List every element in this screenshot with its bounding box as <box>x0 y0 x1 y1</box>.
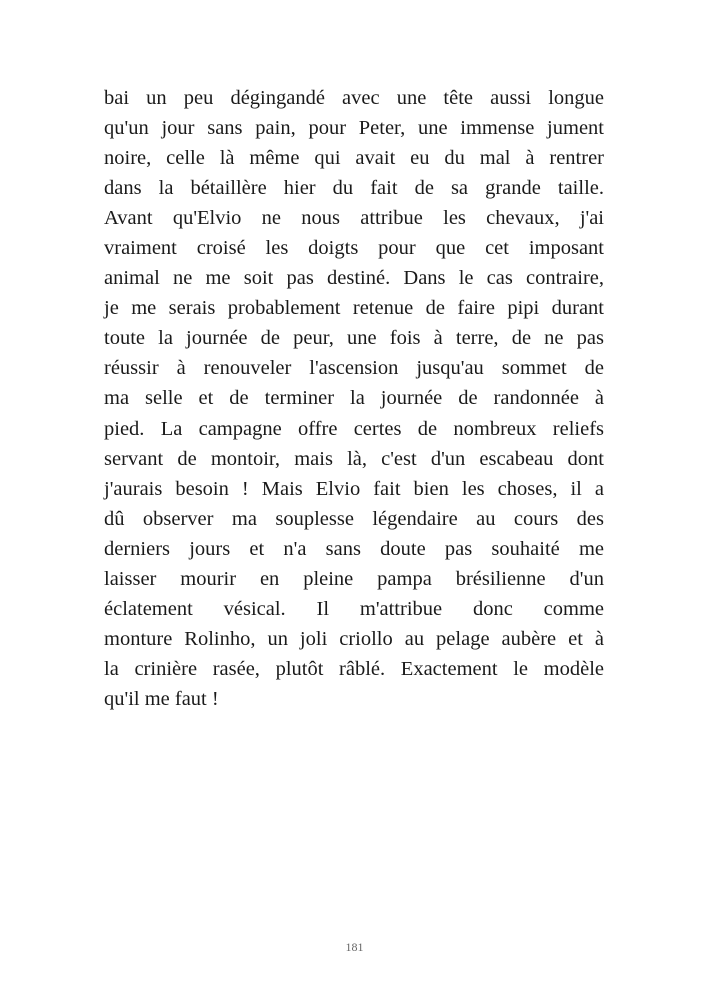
text-line: servant de montoir, mais là, c'est d'un escabeau dont <box>104 447 604 470</box>
text-line: j'aurais besoin ! Mais Elvio fait bien les choses, il a <box>104 477 604 500</box>
text-line: derniers jours et n'a sans doute pas souhaité me <box>104 537 604 560</box>
text-line: Avant qu'Elvio ne nous attribue les chevaux, j'ai <box>104 207 604 230</box>
text-line: la crinière rasée, plutôt râblé. Exactement le modèle <box>104 657 604 680</box>
page-number: 181 <box>345 940 364 954</box>
text-line: dû observer ma souplesse légendaire au cours des <box>104 507 604 530</box>
text-line: réussir à renouveler l'ascension jusqu'au sommet de <box>104 357 604 380</box>
text-line: vraiment croisé les doigts pour que cet imposant <box>104 237 604 260</box>
text-line: bai un peu dégingandé avec une tête aussi longue <box>104 87 604 109</box>
text-line: noire, celle là même qui avait eu du mal à rentrer <box>104 147 604 170</box>
text-line: éclatement vésical. Il m'attribue donc comme <box>104 597 604 620</box>
text-line: toute la journée de peur, une fois à terre, de ne pas <box>104 327 604 350</box>
text-line: qu'un jour sans pain, pour Peter, une immense jument <box>104 117 604 140</box>
text-line-last: qu'il me faut ! <box>104 687 219 710</box>
text-line: laisser mourir en pleine pampa brésilienne d'un <box>104 567 604 590</box>
text-line: ma selle et de terminer la journée de randonnée à <box>104 387 604 410</box>
body-text <box>104 83 604 714</box>
text-line: je me serais probablement retenue de faire pipi durant <box>104 297 604 320</box>
text-line: monture Rolinho, un joli criollo au pelage aubère et à <box>104 627 604 650</box>
text-line: pied. La campagne offre certes de nombreux reliefs <box>104 417 604 440</box>
text-line: dans la bétaillère hier du fait de sa grande taille. <box>104 177 604 200</box>
text-line: animal ne me soit pas destiné. Dans le cas contraire, <box>104 267 604 290</box>
